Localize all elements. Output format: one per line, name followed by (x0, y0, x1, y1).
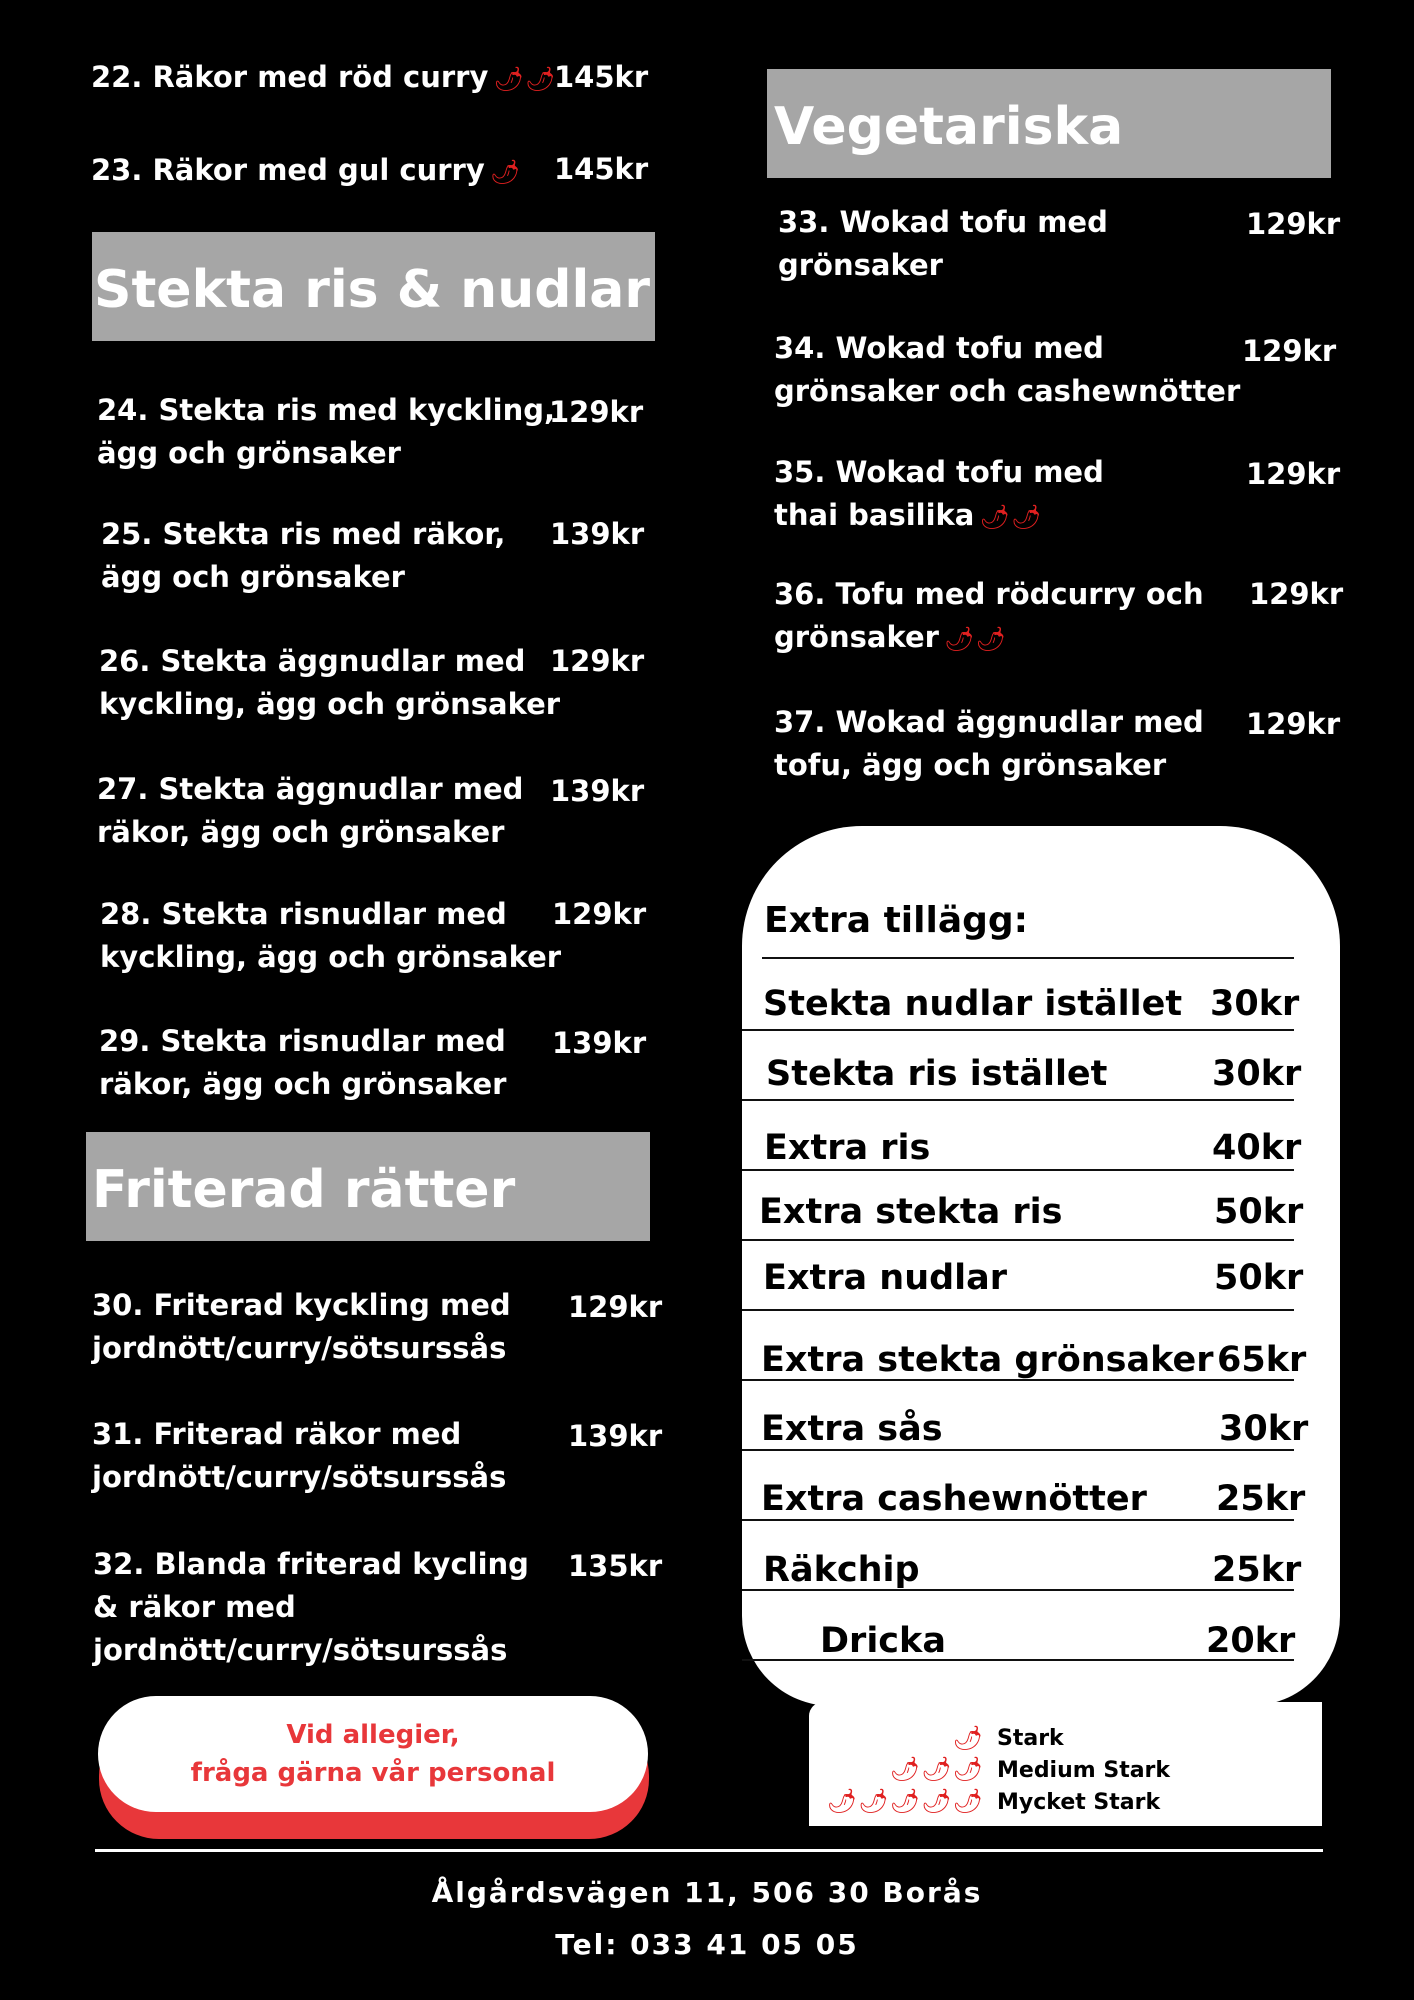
menu-item-26: 26. Stekta äggnudlar med kyckling, ägg och grönsaker (99, 644, 561, 721)
extra-label: Dricka (820, 1621, 946, 1661)
chili-icon: 🌶 (952, 1724, 984, 1752)
extra-price: 30kr (1212, 1054, 1302, 1094)
legend-label: Stark (997, 1726, 1064, 1751)
extra-label: Extra ris (764, 1128, 931, 1168)
menu-item-25: 25. Stekta ris med räkor, ägg och grönsaker (101, 517, 506, 594)
chili-icon: 🌶🌶🌶🌶🌶 (826, 1787, 984, 1815)
extras-title: Extra tillägg: (764, 900, 1029, 941)
section-header-fried-dishes (86, 1132, 650, 1241)
item-name: 33. Wokad tofu med grönsaker (778, 205, 1108, 282)
extra-price: 30kr (1210, 984, 1300, 1024)
item-price: 129kr (550, 644, 645, 678)
menu-item-22 (91, 56, 556, 99)
extra-row (742, 976, 1300, 1031)
menu-item-37 (774, 701, 1204, 787)
section-title: Vegetariska (774, 97, 1124, 157)
menu-item-32: 32. Blanda friterad kycling & räkor med jordnött/curry/sötsurssås (93, 1547, 529, 1667)
item-price: 135kr (568, 1549, 663, 1583)
extra-label: Extra sås (761, 1409, 943, 1449)
item-price: 129kr (1249, 577, 1344, 611)
extra-price: 50kr (1214, 1258, 1304, 1298)
item-price: 145kr (554, 152, 649, 186)
extra-price: 25kr (1216, 1479, 1306, 1519)
extra-label: Extra nudlar (763, 1258, 1008, 1298)
extra-row (742, 1536, 1302, 1591)
item-name: 34. Wokad tofu med grönsaker och cashewnötter (774, 331, 1241, 408)
extra-label: Extra stekta ris (759, 1192, 1063, 1232)
item-name: 23. Räkor med gul curry (91, 153, 485, 187)
extra-label: Räkchip (763, 1550, 920, 1590)
extra-price: 40kr (1212, 1128, 1302, 1168)
legend-label: Medium Stark (997, 1758, 1171, 1783)
item-price: 129kr (549, 395, 644, 429)
item-price: 129kr (1246, 457, 1341, 491)
extra-price: 50kr (1214, 1192, 1304, 1232)
item-price: 129kr (1246, 707, 1341, 741)
extra-row (742, 1326, 1307, 1381)
extra-price: 25kr (1212, 1550, 1302, 1590)
extra-row (742, 1466, 1306, 1521)
menu-item-23 (91, 149, 521, 192)
footer-divider (95, 1849, 1323, 1852)
item-price: 129kr (552, 897, 647, 931)
menu-item-28: 28. Stekta risnudlar med kyckling, ägg och grönsaker (100, 897, 562, 974)
extras-box (742, 826, 1340, 1706)
menu-item-31: 31. Friterad räkor med jordnött/curry/sötsurssås (92, 1417, 507, 1494)
item-name: 36. Tofu med rödcurry och grönsaker (774, 577, 1204, 654)
section-header-vegetarian (767, 69, 1331, 178)
menu-item-34 (774, 327, 1240, 413)
menu-item-36 (774, 573, 1204, 659)
footer-phone: Tel: 033 41 05 05 (555, 1928, 859, 1961)
chili-icon: 🌶🌶 (493, 65, 557, 93)
item-price: 139kr (552, 1026, 647, 1060)
extra-price: 20kr (1206, 1621, 1296, 1661)
legend-label: Mycket Stark (997, 1790, 1161, 1815)
spice-legend (809, 1702, 1322, 1826)
allergy-line-2: fråga gärna vår personal (190, 1758, 556, 1788)
item-name: 35. Wokad tofu med thai basilika (774, 455, 1104, 532)
item-price: 139kr (568, 1419, 663, 1453)
chili-icon: 🌶🌶 (979, 503, 1043, 531)
extra-price: 65kr (1217, 1340, 1307, 1380)
menu-item-24: 24. Stekta ris med kyckling, ägg och grönsaker (97, 393, 556, 470)
menu-item-30: 30. Friterad kyckling med jordnött/curry/sötsurssås (92, 1288, 511, 1365)
menu-item-35 (774, 451, 1104, 537)
item-price: 129kr (1242, 334, 1337, 368)
section-title: Friterad rätter (92, 1160, 516, 1220)
item-name: 37. Wokad äggnudlar med tofu, ägg och grönsaker (774, 705, 1204, 782)
extra-label: Stekta nudlar istället (763, 984, 1183, 1024)
divider (762, 957, 1294, 959)
extra-label: Extra stekta grönsaker (761, 1340, 1214, 1380)
chili-icon: 🌶🌶 (944, 625, 1007, 653)
item-price: 129kr (1246, 207, 1341, 241)
extra-price: 30kr (1219, 1409, 1309, 1449)
item-price: 129kr (568, 1290, 663, 1324)
extra-label: Extra cashewnötter (761, 1479, 1147, 1519)
extra-label: Stekta ris istället (766, 1054, 1108, 1094)
footer-address: Ålgårdsvägen 11, 506 30 Borås (431, 1876, 983, 1909)
section-title: Stekta ris & nudlar (94, 260, 651, 320)
extra-row (742, 1186, 1304, 1241)
menu-item-27: 27. Stekta äggnudlar med räkor, ägg och grönsaker (97, 772, 524, 849)
allergy-line-1: Vid allegier, (286, 1720, 460, 1750)
extra-row (742, 1606, 1294, 1661)
extra-row (742, 1256, 1304, 1311)
extra-row (742, 1396, 1309, 1451)
menu-item-33 (778, 201, 1108, 287)
item-name: 22. Räkor med röd curry (91, 60, 489, 94)
extra-row (742, 1046, 1302, 1101)
extra-row (742, 1116, 1302, 1171)
item-price: 139kr (550, 517, 645, 551)
chili-icon: 🌶 (489, 158, 522, 186)
chili-icon: 🌶🌶🌶 (889, 1755, 984, 1783)
item-price: 145kr (554, 60, 649, 94)
allergy-note (98, 1696, 648, 1812)
item-price: 139kr (550, 774, 645, 808)
section-header-fried-rice (92, 232, 655, 341)
menu-item-29: 29. Stekta risnudlar med räkor, ägg och grönsaker (99, 1024, 507, 1101)
